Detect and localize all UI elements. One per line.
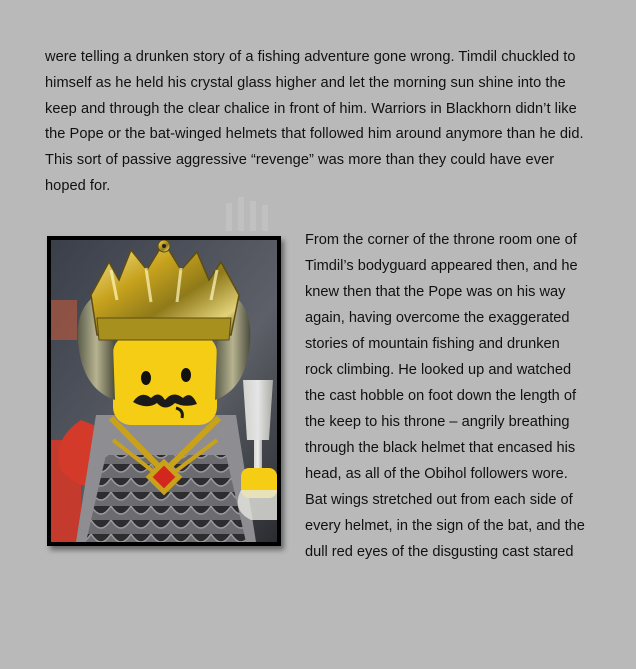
text-line: rock climbing. He looked up and watched [305,362,572,378]
text-line: knew then that the Pope was on his way [305,284,566,300]
text-line: were telling a drunken story of a fishing adventure gone wrong. Timdil chuckled to [45,49,576,65]
lego-king-minifigure-icon [51,240,277,542]
text-line: head, as all of the Obihol followers wore. [305,466,568,482]
text-line: This sort of passive aggressive “revenge” was more than they could have ever [45,152,555,169]
text-line: Bat wings stretched out from each side of [305,492,573,508]
text-line: again, having overcome the exaggerated [305,310,570,326]
text-line: dull red eyes of the disgusting cast stared [305,544,574,560]
text-line: the keep to his throne – angrily breathing [305,414,570,430]
text-line: himself as he held his crystal glass higher and let the morning sun shine into the [45,74,566,91]
text-line: Timdil’s bodyguard appeared then, and he [305,258,578,274]
lego-king-photo [47,236,281,546]
text-line: the Pope or the bat-winged helmets that followed him around anymore than he did. [45,126,584,143]
faint-background-watermark [222,195,282,231]
text-line: stories of mountain fishing and drunken [305,336,560,352]
text-line: through the black helmet that encased his [305,440,576,456]
story-paragraph-top [45,45,605,200]
text-line: hoped for. [45,177,111,194]
story-paragraph-side [305,227,605,565]
text-line: every helmet, in the sign of the bat, and the [305,518,585,534]
text-line: From the corner of the throne room one of [305,232,577,248]
text-line: the cast hobble on foot down the length of [305,388,576,404]
text-line: keep and through the clear chalice in front of him. Warriors in Blackhorn didn’t like [45,100,577,117]
